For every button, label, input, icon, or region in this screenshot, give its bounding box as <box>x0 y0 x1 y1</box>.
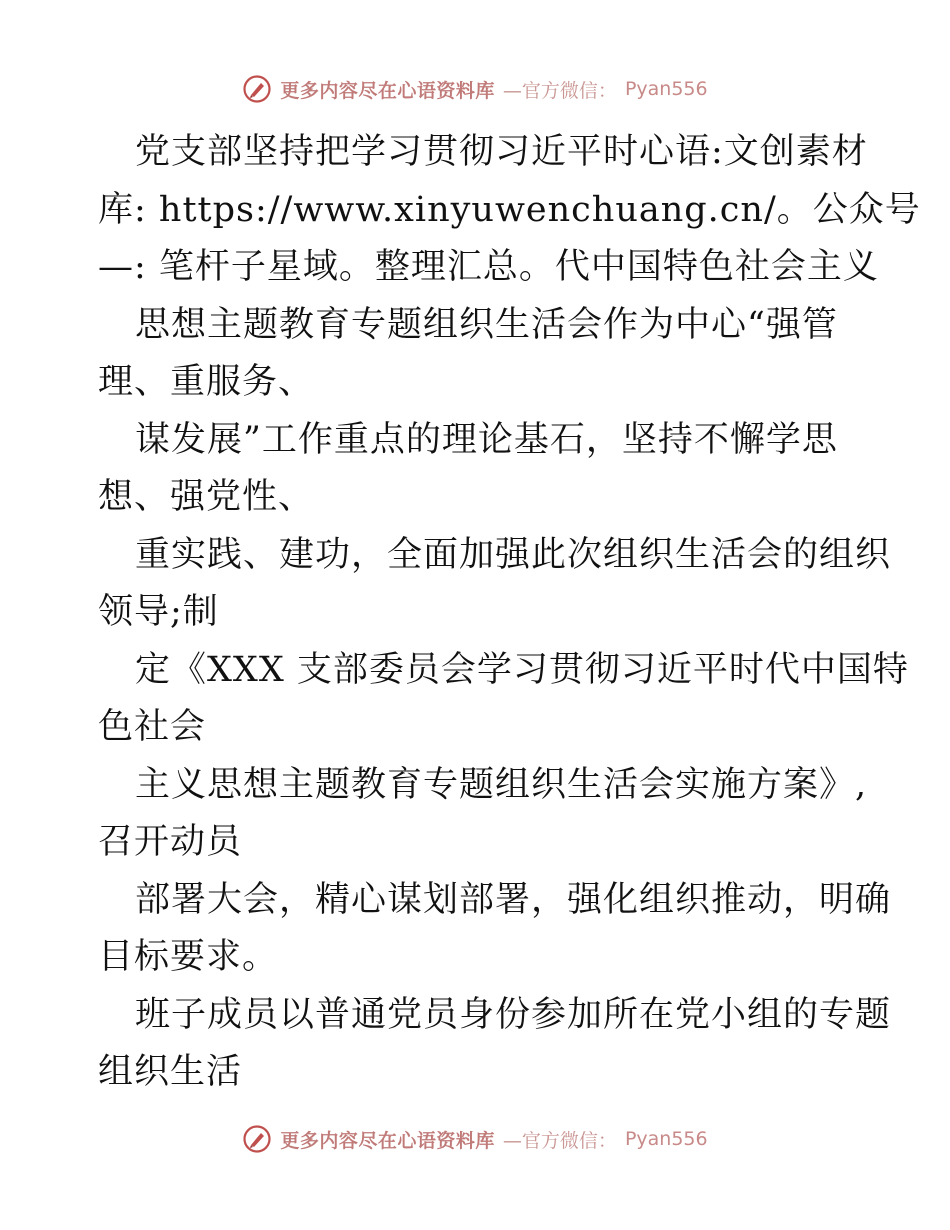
body-line: 班子成员以普通党员身份参加所在党小组的专题 <box>135 994 892 1035</box>
body-line: 党支部坚持把学习贯彻习近平时心语:文创素材 <box>135 132 868 172</box>
watermark-main-text: 更多内容尽在心语资料库 <box>280 1129 495 1152</box>
body-line: 色社会 <box>98 707 207 747</box>
watermark-main-text: 更多内容尽在心语资料库 <box>280 79 495 102</box>
watermark-wechat-id: Pyan556 <box>624 1128 708 1150</box>
pen-circle-logo-icon <box>242 1124 272 1154</box>
body-line: 谋发展”工作重点的理论基石，坚持不懈学思 <box>135 419 838 460</box>
pen-circle-logo-icon <box>242 74 272 104</box>
body-line: 组织生活 <box>98 1052 243 1092</box>
body-line: —: 笔杆子星域。整理汇总。代中国特色社会主义 <box>98 247 879 287</box>
body-line: 重实践、建功，全面加强此次组织生活会的组织 <box>135 534 892 575</box>
body-line: 部署大会，精心谋划部署，强化组织推动，明确 <box>135 879 892 920</box>
header-watermark <box>0 74 950 104</box>
body-line: 思想主题教育专题组织生活会作为中心“强管 <box>135 304 838 345</box>
body-line: 召开动员 <box>98 822 243 862</box>
watermark-wechat-id: Pyan556 <box>624 78 708 100</box>
body-line: 领导;制 <box>98 592 219 632</box>
body-line: 主义思想主题教育专题组织生活会实施方案》, <box>135 764 868 805</box>
body-line: 库: https://www.xinyuwenchuang.cn/。公众号 <box>98 189 921 230</box>
body-line: 定《XXX 支部委员会学习贯彻习近平时代中国特 <box>135 649 909 690</box>
document-body <box>98 124 921 1102</box>
watermark-separator: —官方微信： <box>502 1129 617 1152</box>
body-line: 目标要求。 <box>98 937 279 977</box>
body-line: 理、重服务、 <box>98 362 315 402</box>
watermark-separator: —官方微信： <box>502 79 617 102</box>
footer-watermark <box>0 1124 950 1154</box>
body-line: 想、强党性、 <box>98 477 315 517</box>
